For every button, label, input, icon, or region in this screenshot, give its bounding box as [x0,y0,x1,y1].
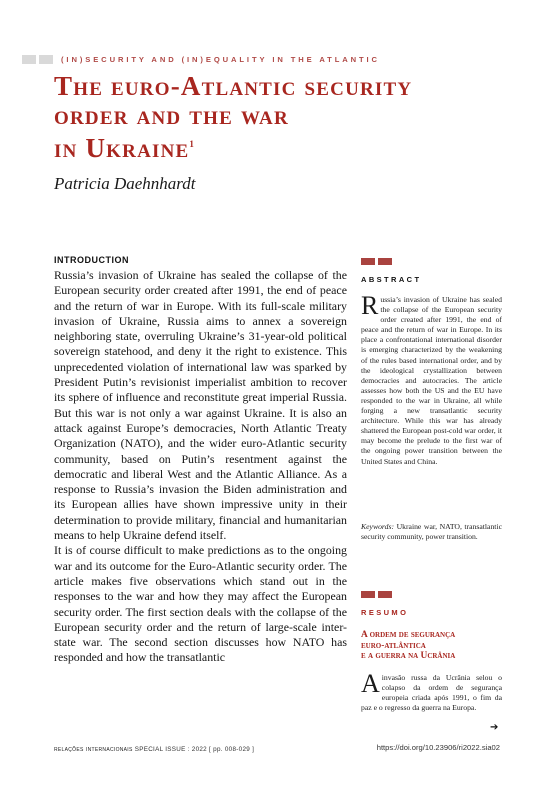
footer-doi-link[interactable]: https://doi.org/10.23906/ri2022.sia02 [376,743,500,752]
abstract-dropcap: R [361,291,379,320]
title-line-2: order and the war [54,100,289,130]
title-line-1: The euro-Atlantic security [54,71,413,101]
resumo-mark-1 [361,591,375,598]
resumo-title-line-1: A ordem de segurança [361,630,456,640]
resumo-marks [361,591,395,598]
resumo-body [361,669,502,713]
series-header [22,54,380,64]
abstract-mark-2 [378,258,392,265]
series-square-1 [22,55,36,64]
footer-issue: SPECIAL ISSUE : 2022 [134,746,207,753]
introduction-body [54,268,347,666]
resumo-text: invasão russa da Ucrânia selou o colapso da ordem de segurança europeia criada após 1991, o fim da paz e o regresso da guerra na Europa. [361,673,502,713]
series-label: (IN)SECURITY AND (IN)EQUALITY IN THE ATLANTIC [61,54,380,64]
author-name: Patricia Daehnhardt [54,174,196,193]
introduction-paragraph-1: Russia’s invasion of Ukraine has sealed the collapse of the European security order created after 1991, the end of peace and the return of war in Europe. With its full-scale military invasion of Ukraine, Russia aims to annex a sovereign neighboring state, overruling Ukraine’s 31-year-old political sovereign statehood, and deny it the right to existence. This unprecedented violation of international law was sparked by President Putin’s revisionist imperialist ambition to recover its sphere of influence and reconstitute great imperial Russia. But this war is not only a war against Ukraine. It is also an attack against Europe’s democracies, North Atlantic Treaty Organization (NATO), and the wider euro-Atlantic security community, based on Putin’s resentment against the democratic and liberal West and the Atlantic Alliance. As a response to Russia’s invasion the Biden administration and its European allies have shown impressive unity in their determination to provide military, financial and humanitarian means to help Ukraine defend itself. [54,268,347,543]
title-footnote-mark[interactable]: 1 [189,139,196,149]
abstract-body [361,291,502,467]
title-line-3: in Ukraine [54,133,190,163]
resumo-title-line-2: euro-atlântica [361,640,426,651]
abstract-marks [361,258,395,265]
abstract-text: ussia’s invasion of Ukraine has sealed the collapse of the European security order created after 1991, the end of peace and the return of war in Europe. In its place a confrontational international disorder is emerging characterized by the weakening of the rules based international order, and by the ideological crystallization between democracies and autocracies. The article assesses how both the US and the EU have responded to the war in Ukraine, all while forging a new transatlantic security architecture. While this war has already shattered the European post-cold war order, it may become the prelude to the first war of the ongoing power transition between the United States and China. [361,295,502,466]
resumo-dropcap: A [361,669,380,698]
article-title [54,72,494,163]
resumo-mark-2 [378,591,392,598]
introduction-heading: INTRODUCTION [54,255,129,265]
footer-pages: [ pp. 008-029 ] [209,746,255,753]
next-page-arrow-icon[interactable]: ➔ [490,722,499,733]
abstract-mark-1 [361,258,375,265]
resumo-heading: RESUMO [361,608,409,617]
series-square-2 [39,55,53,64]
abstract-heading: ABSTRACT [361,275,422,284]
introduction-paragraph-2: It is of course difficult to make predictions as to the ongoing war and its outcome for the Euro-Atlantic security order. The article makes five observations which stand out in the responses to the war and how they may affect the European security order. The first section deals with the collapse of the European security order and the return of large-scale inter-state war. The second section discusses how NATO has responded and how the transatlantic [54,543,347,665]
resumo-title-line-3: e a guerra na Ucrânia [361,651,456,662]
keywords-label: Keywords: [361,522,395,531]
resumo-title [361,630,502,662]
keywords-text: Ukraine war, NATO, transatlantic security community, power transition. [361,522,502,542]
footer-journal: relações internacionais [54,744,133,753]
footer-journal-info [54,744,254,753]
keywords [361,522,502,542]
